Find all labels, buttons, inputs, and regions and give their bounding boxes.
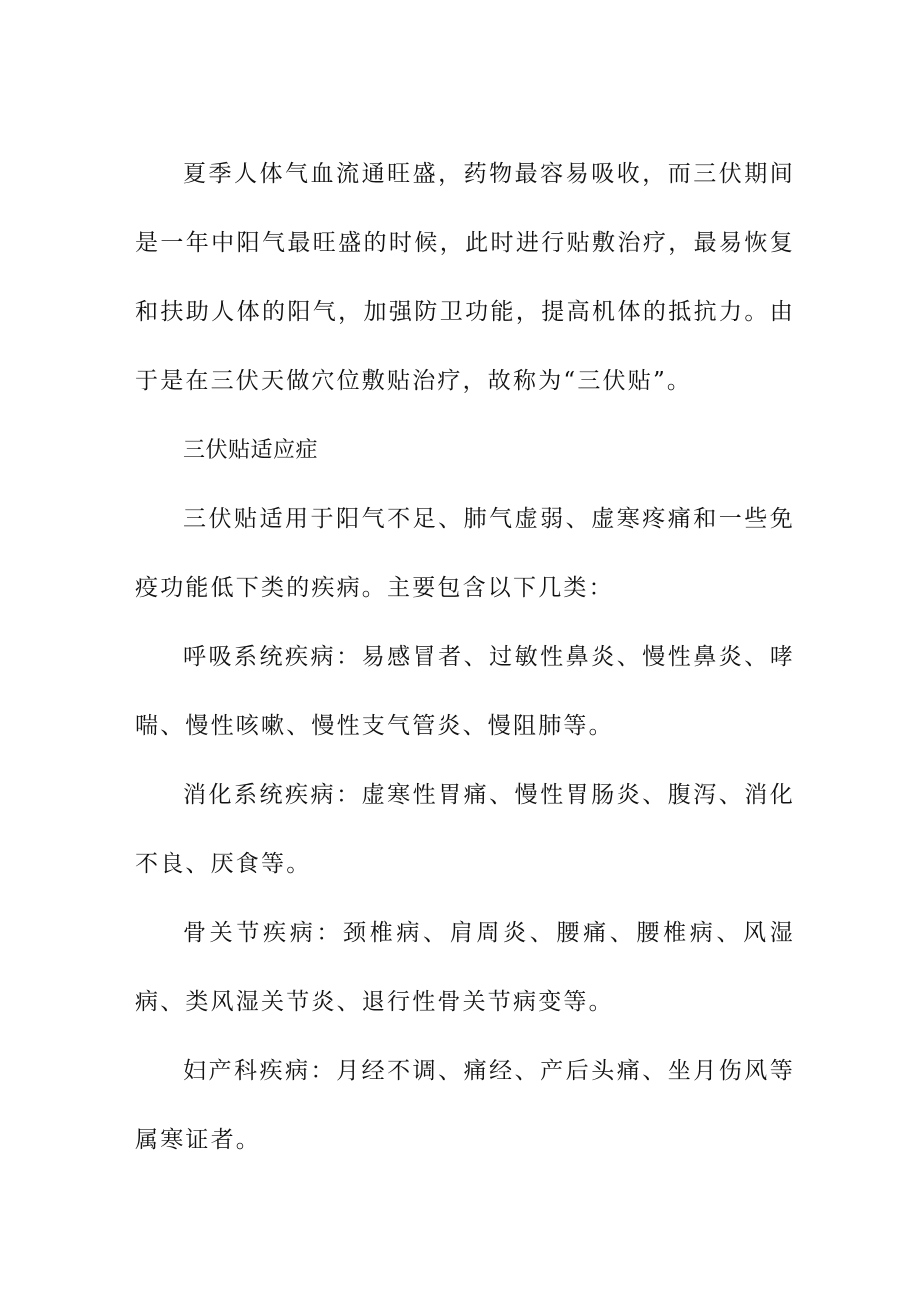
paragraph-respiratory-diseases: 呼吸系统疾病：易感冒者、过敏性鼻炎、慢性鼻炎、哮喘、慢性咳嗽、慢性支气管炎、慢阻肺等。 — [135, 644, 795, 739]
paragraph-intro: 夏季人体气血流通旺盛，药物最容易吸收，而三伏期间是一年中阳气最旺盛的时候，此时进行贴敷治疗，最易恢复和扶助人体的阳气，加强防卫功能，提高机体的抵抗力。由于是在三伏天做穴位敷贴治疗，故称为“三伏贴”。 — [135, 161, 795, 394]
paragraph-bone-joint-diseases: 骨关节疾病：颈椎病、肩周炎、腰痛、腰椎病、风湿病、类风湿关节炎、退行性骨关节病变等。 — [135, 920, 795, 1015]
document-body — [135, 140, 795, 1175]
paragraph-gynecology-diseases: 妇产科疾病：月经不调、痛经、产后头痛、坐月伤风等属寒证者。 — [135, 1058, 795, 1153]
paragraph-indications-summary: 三伏贴适用于阳气不足、肺气虚弱、虚寒疼痛和一些免疫功能低下类的疾病。主要包含以下几类： — [135, 506, 795, 601]
section-heading-indications: 三伏贴适应症 — [183, 438, 319, 463]
paragraph-digestive-diseases: 消化系统疾病：虚寒性胃痛、慢性胃肠炎、腹泻、消化不良、厌食等。 — [135, 782, 795, 877]
